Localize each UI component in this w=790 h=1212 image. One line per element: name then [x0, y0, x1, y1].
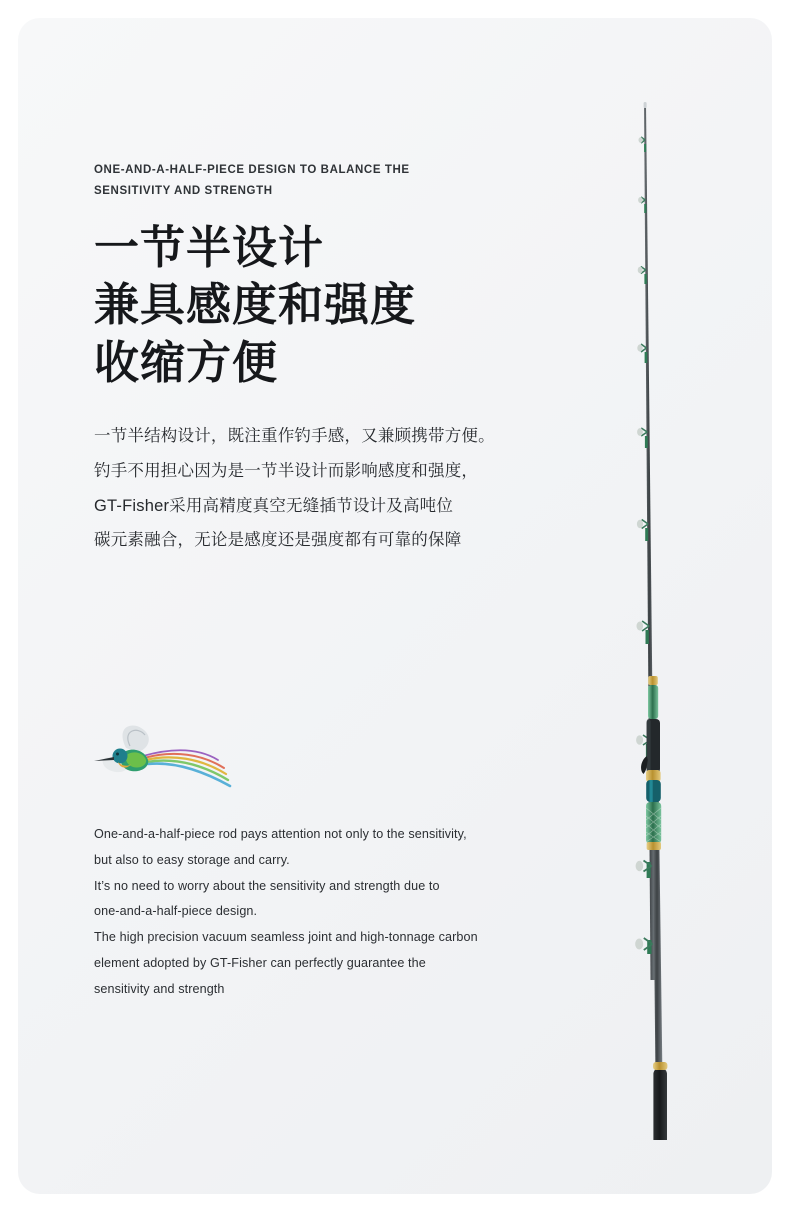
description-en-line-3: It’s no need to worry about the sensitivity and strength due to — [94, 878, 440, 893]
headline-line-1: 一节半设计 — [94, 221, 325, 273]
description-cn-line-2: 钓手不用担心因为是一节半设计而影响感度和强度， — [94, 461, 479, 480]
description-en-line-6: element adopted by GT-Fisher can perfectly guarantee the — [94, 956, 426, 971]
description-en-line-7: sensitivity and strength — [94, 981, 225, 996]
text-column — [94, 160, 564, 558]
description-cn-line-1: 一节半结构设计，既注重作钓手感，又兼顾携带方便。 — [94, 427, 495, 446]
eyebrow-text: ONE-AND-A-HALF-PIECE DESIGN TO BALANCE THE SENSITIVITY AND STRENGTH — [94, 164, 410, 198]
description-cn-line-4: 碳元素融合，无论是感度还是强度都有可靠的保障 — [94, 531, 462, 550]
description-en-line-4: one-and-a-half-piece design. — [94, 904, 258, 919]
description-en-line-2: but also to easy storage and carry. — [94, 852, 290, 867]
description-english — [94, 822, 564, 1003]
hummingbird-icon — [90, 718, 236, 804]
description-en-line-5: The high precision vacuum seamless joint and high-tonnage carbon — [94, 930, 478, 945]
description-chinese — [94, 419, 564, 558]
description-cn-line-3: GT-Fisher采用高精度真空无缝插节设计及高吨位 — [94, 496, 454, 515]
headline — [94, 219, 564, 392]
headline-line-2: 兼具感度和强度 — [94, 279, 417, 331]
fishing-rod-illustration — [600, 80, 760, 1140]
headline-line-3: 收缩方便 — [94, 336, 279, 388]
description-en-line-1: One-and-a-half-piece rod pays attention not only to the sensitivity, — [94, 827, 467, 841]
